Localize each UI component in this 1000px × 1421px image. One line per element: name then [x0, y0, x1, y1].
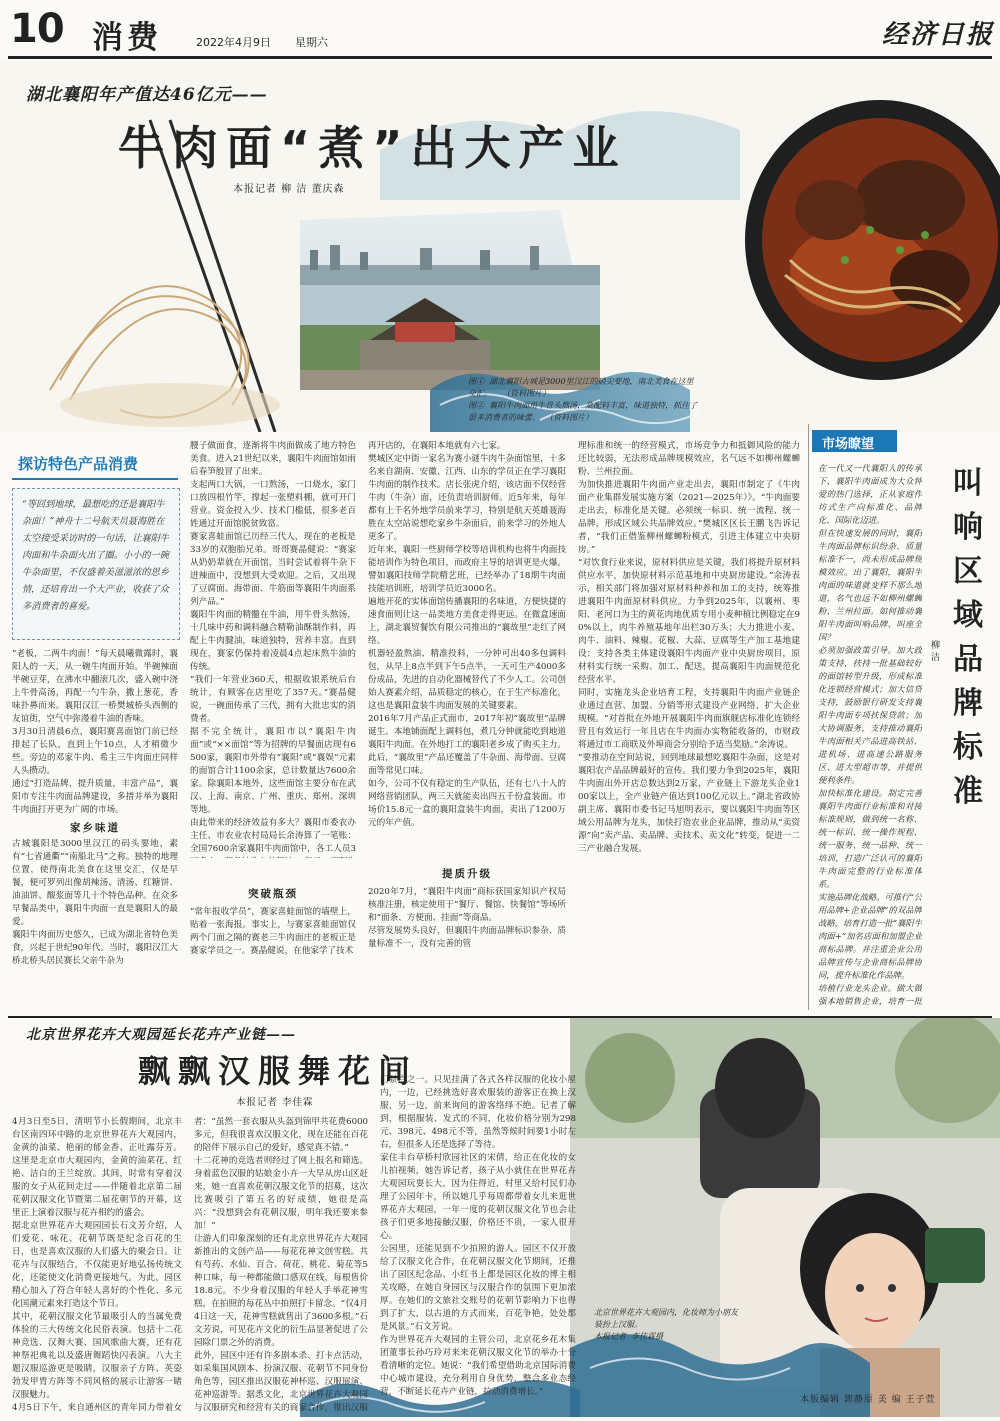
section-name: 消费 — [92, 20, 162, 56]
sidebar-title: 叫响区域品牌标准 — [953, 466, 983, 809]
sidebar-author: 柳 洁 — [929, 640, 939, 661]
section-subheader-text: 探访特色产品消费 — [18, 455, 139, 473]
subhead-bottleneck: 突破瓶颈 — [248, 888, 298, 900]
page-number: 10 — [10, 6, 64, 52]
article-column-4: 理标准和统一的经营模式，市场竞争力和抵御风险的能力还比较弱，无法形成品牌规模效应，名气远不如柳州螺蛳粉、兰州拉面。 为加快推进襄阳牛肉面产业走出去，襄阳市制定了《牛肉面产业集群发展实施方案（2021—2025年）》。“牛肉面要走出去，标准化是关键。必须统一标识、统一流程、统一品牌，形成区域公共品牌效应。”樊城区区长王鹏飞告诉记者，“我们正借鉴柳州螺蛳粉模式，引进主体建立中央厨房。” “对饮食行业来说，原材料供应是关键，我们将提升原材料供应水平，加快原材料示范基地和中央厨房建设。”余涛表示，相关部门将加强对原材料种养和加工的支持，统筹推进襄阳牛肉面原材料供应。力争到2025年，以襄州、枣阳、老河口为主的黄花肉地优质专用小麦种植比例稳定在90%以上，肉牛养殖基地年出栏30万头；大力推进小麦、肉牛、油料、辣椒、花椒、大蒜、豆腐等生产加工基地建设；支持各类主体建设襄阳牛肉面产业中央厨房项目，原材料实行统一采购、加工、配送，提高襄阳牛肉面规范化经营水平。 同时，实施龙头企业培育工程，支持襄阳牛肉面产业链企业通过直营、加盟、分销等形式建设产业网络，扩大企业规模。“对首批在外地开展襄阳牛肉面旗舰店标准化连锁经营且有效运行一年且店在牛肉面办实物能收备的，市财政将通过市工商联及外埠商会分别给予适当奖励。”余涛说。 “要推动在空间站说，回到地球最想吃襄阳牛杂面，这是对襄阳农产品品牌最好的宣传。我们要力争到2025年，襄阳牛肉面出外开店总数达到2万家，产业链上下游龙头企业100家以上，全产业链产值达到100亿元以上。”湖北省政协副主席、襄阳市委书记马旭明表示，要以襄阳牛肉面等区域公用品牌为龙头，加快打造农业企业品牌，推动从“卖资源”向“卖产品、卖品牌、卖技术、卖文化”转变，促进一二三产业融合发展。 — [578, 441, 800, 854]
article-column-3b: 2020年7月，“襄阳牛肉面”商标获国家知识产权局核准注册，核定使用于“餐厅、餐馆、快餐馆”等场所和“面条、方便面、挂面”等商品。 尽管发展势头良好，但襄阳牛肉面品牌标识参杂、质量标准不一，没有完善的管 — [368, 887, 566, 949]
article-column-2: 腰子做面食，逐渐将牛肉面做成了地方特色美食。进入21世纪以来，襄阳牛肉面馆如雨后春笋般冒了出来。 支起两口大锅，一口熬汤，一口烧水，家门口放四根竹竿，撑起一张塑料棚，就可开门营业。资金投入少、技术门槛低，很多老百姓通过开面馆脱贫致富。 赛家喜蛙面馆已历经三代人，现在的老板是33岁的双胞胎兄弟。哥哥赛晶健说：“赛家从奶奶辈就在开面馆，当时尝试着将牛杂下进辣面中，没想到大受欢迎。之后，又出现了豆腐面、海带面、牛筋面等襄阳牛肉面系列产品。” 襄阳牛肉面的精髓在牛油，用牛骨头熬汤，十几味中药和调料融合精勒油酥制作料，再配上牛肉腱油，味道独特，营养丰富。直到现在，赛家仍保持着凌晨4点起床熬牛油的传统。 “我们一年营业360天，根据收银系统后台统计，有顾客在店里吃了357天。”赛晶健说，一碗面传承了三代，拥有大批忠实的消费者。 据不完全统计，襄阳市以“襄阳牛肉面”或“××面馆”等为招牌的早餐面店现有6500家，襄阳市外带有“襄阳”或“襄娱”元素的面馆合计1100余家，总计数量达7600余家。除襄阳本地外，这些面馆主要分布在武汉、上海、南京、广州、重庆、郑州、深圳等地。 由此带来的经济效益有多大？襄阳市委农办主任、市农业农村局局长余涛算了一笔账：全国7600余家襄阳牛肉面馆中，各工人员3 — [190, 441, 356, 854]
market-tag-text: 市场瞭望 — [822, 437, 875, 452]
intro-text: “等回到地球，最想吃的还是襄阳牛杂面！”神舟十二号航天员聂海胜在太空接受采访时的一句话，让襄阳牛肉面和牛杂面火出了圈。小小的一碗牛杂面里，不仅盛着美滋滋浓的思乡情，还培育出一个大产业，收获了众多消费者的喜爱。 — [22, 499, 169, 612]
hanfu-photo — [570, 1018, 1000, 1417]
article-column-3: 再开店的，在襄阳本地就有六七家。 樊城区定中街一家名为赛小谜牛肉牛杂面馆里，十多名来自湖南、安徽、江西、山东的学员正在学习襄阳牛肉面的制作技术。店长张虎介绍，该店面不仅经营牛肉（牛杂）面，还负责培训厨师。近5年来，每年都有上千名外地学员前来学习，特别是航天英雄聂海胜在太空站说想吃家乡牛杂面后，前来学习的外地人更多了。 近年来，襄阳一些厨师学校等培训机构也将牛肉面技能培训作为特色项目，而政府主导的培训更是火爆。譬如襄阳技师学院精艺班，已经举办了18期牛肉面技能培训班，培训学员近3000名。 遍地开花的实体面馆传播襄阳的名味道，方便快捷的速食面则让这一品类地方美食走得更远。在微盒速面上，湖北襄贸餐饮有限公司推出的“襄故里”走红了网络。 机器轻盈熬油、精准投料，一分钟可出40多包调料包，从早上8点半到下午5点半，一天可生产4000多份成品，先进的自动化器械替代了不少人工。公司创始人赛素介绍，品质稳定的核心，在于生产标准化，这也是襄阳盒装牛肉面发展的关键要素。 2016年7月产品正式面市，2017年初“襄故里”品牌诞生。本地铺面配上调料包，煮几分钟就能吃到地道襄阳牛肉面。在外地打工的襄阳老乡成了购买主力。此后，“襄故里”产品还覆盖了牛杂面、海带面、豆腐面等常见口味。 如今，公司不仅有稳定的生产队伍，还有七八十人的网络营销团队，两三天就能卖出四五千份盒装面。市场价15.8元一盒的襄阳盒装牛肉面，卖出了1200万元的年产值。 — [368, 441, 566, 828]
newspaper-logo: 经济日报 — [882, 20, 995, 50]
masthead — [0, 0, 1000, 60]
feature-kicker: 湖北襄阳年产值达46亿元—— — [26, 85, 268, 105]
feature-headline: 牛肉面“煮”出大产业 — [118, 121, 627, 175]
article-column-1b: 古城襄阳是3000里汉江的码头要地，素有“七省通衢”“南船北马”之称。独特的地理位置，使得南北美食在这里交汇，仅是早餐，便可罗列出像胡辣汤、清汤、红糖饼、油油饼、酸浆面等几十个特色品种。在众多早餐品类中，襄阳牛肉面一直是襄阳人的最爱。 襄阳牛肉面历史悠久，已成为湖北省特色美食，兴起于世纪90年代。当时，襄阳汉江大桥北桥头居民赛长父亲牛杂为 — [12, 839, 178, 966]
feature2-headline: 飘飘汉服舞花间 — [138, 1052, 419, 1090]
subhead-upgrade: 提质升级 — [442, 868, 492, 880]
photo-caption-2: 北京世界花卉大观园内，化妆师为小朋友装扮上汉服。 本报记者 李佳霖摄 — [594, 1308, 738, 1341]
issue-date: 2022年4月9日 — [196, 36, 271, 49]
article-column-1: “老板，二两牛肉面！”每天晨曦微露时，襄阳人的一天，从一碗牛肉面开始。半碗辣面半碗豆芽，在沸水中翻滚几次，盛入碗中浇上牛骨高汤，再配一勺牛杂，撒上葱花，香味扑鼻而来。襄阳汉江一桥樊城桥头西侧的友谊街，空气中弥漫着牛油的香味。 3月30日清晨6点，襄阳赛喜面馆门前已经排起了长队，直到上午10点，人才稍微少些。旁边的邓家牛肉、希主三牛肉面庄同样人头攒动。 通过“打造品牌，提升质量，丰富产品”，襄阳市专注牛肉面品牌建设，多措并举为襄阳牛肉面打开更为广阔的市场。 — [12, 649, 178, 815]
masthead-rule — [8, 56, 992, 59]
feature2-column-3: 门景点之一。只见挂满了各式各样汉服的化妆小屋内，一边，已经挑选好喜欢服装的游客正在换上汉服，另一边，前来询问的游客络绎不绝。记者了解到，根据服装、发式的不同，化妆价格分别为298元、398元、498元不等，虽然等候时间要1小时左右，但很多人还是选择了等待。 家住丰台草桥村欣园社区的宋倩，给正在化妆的女儿拍视频，她告诉记者，孩子从小就住在世界花卉大观园玩耍长大，因为住得近，村里又给村民们办理了公园年卡，所以她几乎每周都带着女儿来逛世界花卉大观园，一年一度的花朝汉服文化节也会让孩子们更多地接触汉服，价格还不贵，一家人很开心。 公园里，还能见到不少拍照的游人。园区不仅开放给了汉服文化合作，在花朝汉服文化节期间，还推出了园区纪念品、小红书上都是园区化妆的博主相关攻略，在她自身园区与汉服合作的氛围下更加浓厚。在她们的文旅社交账号的花朝节影响力下也得到了扩大，以古道的方式而来，百花争艳，处处都是风景。”石文芳说。 作为世界花卉大观园的主管公司，北京花乡花木集团董事长孙巧玲对来来花朝汉服文化节的举办十分看清晰的定位。她说：“我们希望借助北京国际消费中心城市建设，充分利用自身优势，整合多业态经营，不断延长花卉产业链，拉动消费增长。” — [380, 1075, 576, 1397]
hanfu-photo-svg — [570, 1018, 1000, 1417]
page-credits: 本版编辑 郭静原 美 编 王子萱 — [800, 1395, 936, 1405]
photo-caption: 图① 湖北襄阳古城是3000里汉江的硝尖要地，南北美食在这里交汇。 （资料图片） 图② 襄阳牛肉面用牛骨头熬汤，莫配料丰富，味道独特，抓住了很多消费者的味蕾。 （资料图片） — [468, 377, 698, 422]
feature2-column-1: 4月3日至5日，清明节小长假期间，北京丰台区南四环中路的北京世界花卉大观园内，金黄的油菜、艳丽的郁金香、正吐露芬芳。这里是北京市大观园内，金黄的油菜花、红艳、洁白的王兰绽放。其间，时常有穿着汉服的女子从花间走过——伴随着北京第二届花朝汉服文化节暨第二届花朝节的开幕，这里正上演着汉服与花卉相约的盛会。 据北京世界花卉大观园园长石文芳介绍，人们爱花、咏花、花朝节既是纪念百花的生日，也是喜欢汉服的人们盛大的聚会日。让花卉与汉服结合，不仅能更好地弘扬传统文化，还能使文化消费更接地气。为此，园区精心加入了符合年轻人喜好的个性化、多元化国潮元素来打造这个节日。 其中，花朝汉服文化节最吸引人的当属免费体验的三大传统文化民俗表演。包括十二花神竞选、汉舞大赛、国风歌曲大赛，还有花神祭祀典礼以及盛唐舞蹈快闪表演。八大主题汉服巡游更是吸睛，汉服亲子方阵、英姿勃发甲胄方阵等不同风格的展示让游客一睹汉服魅力。 4月5日下午，来自通州区的青年同力带着女 — [12, 1117, 182, 1412]
issue-weekday: 星期六 — [295, 36, 328, 49]
article-column-2b: “常年报收学员”，赛家喜蛙面馆的墙壁上，贴着一张海报。事实上，与赛家喜蛙面馆仅两个门面之隔的赛老三牛肉面庄的老板正是赛家学员之一。赛晶健说，在他家学了技术 — [190, 907, 356, 956]
feature2-column-2: 者：“虽然一套衣服从头盔到锦甲共花费6000多元，但我很喜欢汉服文化，现在还能在百花的陪伴下展示自己的爱好，感觉真不错。” 十二花神的竞选者则经过了网上报名和筛选。身着蓝色汉服的姑娘金小卉一大早从房山区赶来，她一直喜欢花朝汉服文化节的招募，这次比赛吸引了第五名的好成绩，她很是高兴：“没想到会有花朝汉服，明年我还要来参加！” 让游人们印象深刻的还有北京世界花卉大观园新推出的文创产品——每花花神文创雪糕。共有芍药、水仙、百合、荷花、桃花、菊花等5种口味，每一种都能做口感双在线，每根售价18.8元。不少身着汉服的年轻人手举花神雪糕，在拍照的每花丛中拍照打卡留念。“仅4月4日这一天，花神雪糕就售出了3600多根。”石文芳说，可见花卉文化的衍生品显著促进了公园除门票之外的消费。 此外，园区中还有许多剧本杀、打卡点活动，如采集国风剧本、扮演汉服、花朝节不同身份角色等，园区推出汉服花神杯巡、汉服展演、花神巡游等。据悉文化，北京世界花卉大观园与汉服研究和经营有关的商家合作，推出汉服 — [194, 1117, 368, 1412]
subhead-flavor: 家乡味道 — [70, 822, 120, 834]
sidebar-divider — [808, 424, 809, 1010]
feature2-byline: 本报记者 李佳霖 — [236, 1097, 314, 1108]
feature2-kicker: 北京世界花卉大观园延长花卉产业链—— — [26, 1027, 296, 1043]
sidebar-text: 在一代又一代襄阳人的传承下，襄阳牛肉面成为大众钟爱的热门选择，正从家庭作坊式生产向标准化、品牌化、国际化迈进。 但在快速发展的同时，襄阳牛肉面品牌标识纷杂、质量标准不一，尚未形成品牌规模效应。出了襄阳，襄阳牛肉面的味道就变样不那么地道，名气也远不如柳州螺蛳粉、兰州拉面。如何推动襄阳牛肉面叫响品牌、叫座全国？ 必须加强政策引导。加大政策支持，扶持一批基础较好的面馆转型升级，形成标准化连锁经营模式；加大信贷支持，鼓励银行研发支持襄阳牛肉面专项扶保贷款；加大协调服务，支持推动襄阳牛肉面相关产品进高铁站、进机场、进高速公路服务区、进大型超市等，并提供便利条件。 加快标准化建设。制定完善襄阳牛肉面行业标准和对接标准规则，做到统一名称、统一标识、统一操作规程、统一服务、统一品种、统一培训，打造广泛认可的襄阳牛肉面完整的行业标准体系。 实施品牌化战略。可推行“公用品牌+企业品牌”的双品牌战略，培育打造一批“襄阳牛肉面+”加名店面和加盟企业商标品牌。并注重企业公用品牌宣传与企业商标品牌协同，提升标准化作品牌。 培植行业龙头企业。做大做强本地销售企业，培育一批 — [818, 463, 922, 1006]
feature-byline: 本报记者 柳 洁 董庆森 — [233, 184, 345, 195]
